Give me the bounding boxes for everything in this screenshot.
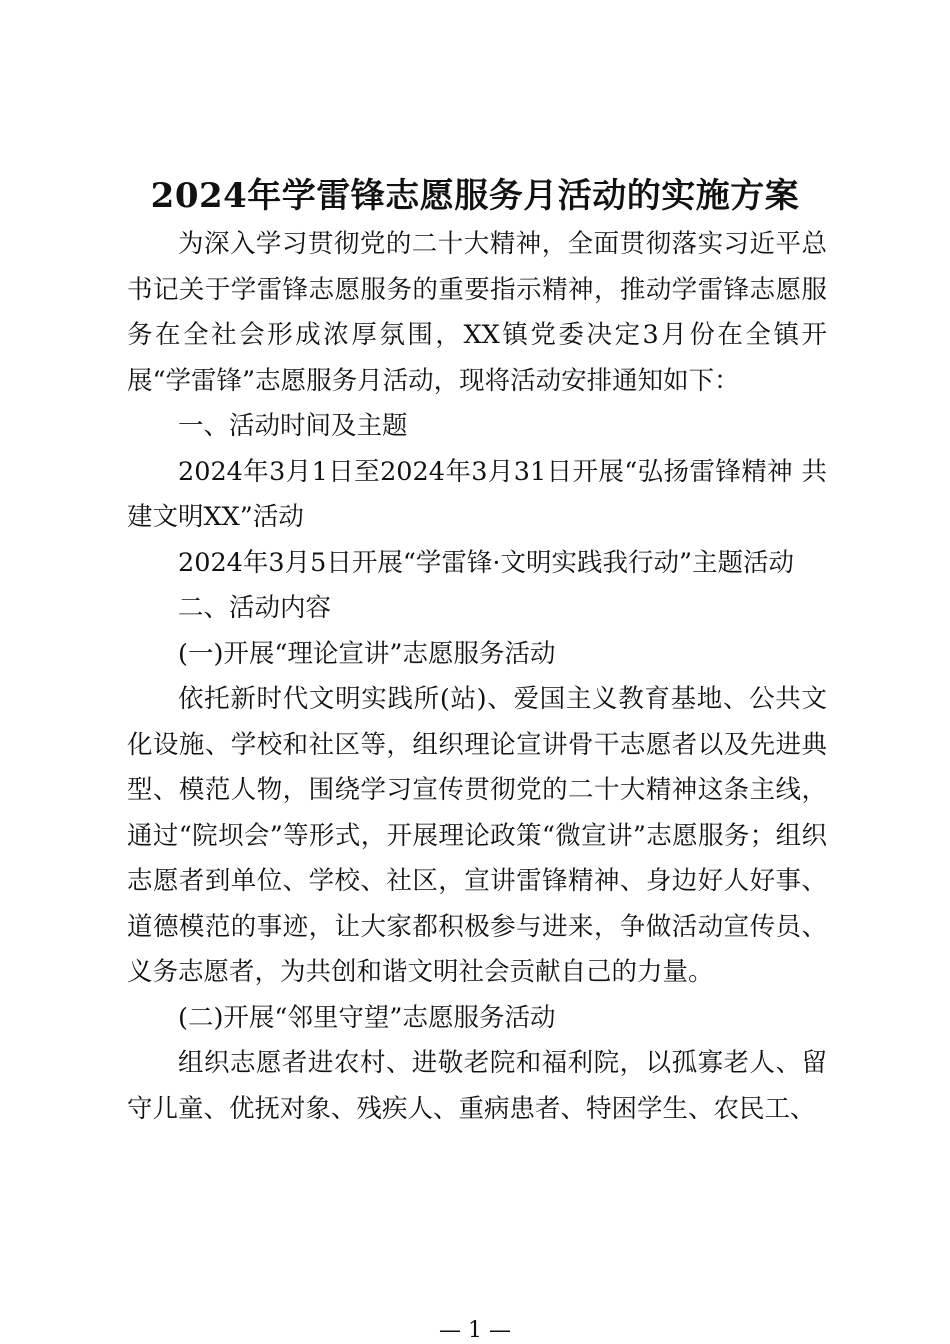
document-body: [127, 222, 827, 1132]
subheading-neighbor-watch: (二)开展“邻里守望”志愿服务活动: [178, 1002, 556, 1033]
paragraph-theme-day: 2024年3月5日开展“学雷锋·文明实践我行动”主题活动: [178, 547, 795, 578]
document-title: 2024年学雷锋志愿服务月活动的实施方案: [150, 176, 800, 216]
page-number: — 1 —: [439, 1318, 511, 1343]
intro-paragraph: 为深入学习贯彻党的二十大精神，全面贯彻落实习近平总书记关于学雷锋志愿服务的重要指示精神，推动学雷锋志愿服务在全社会形成浓厚氛围，XX镇党委决定3月份在全镇开展“学雷锋”志愿服务月活动，现将活动安排通知如下：: [127, 229, 827, 396]
section-heading-time-theme: 一、活动时间及主题: [178, 411, 408, 441]
subheading-theory-lecture: (一)开展“理论宣讲”志愿服务活动: [178, 638, 556, 669]
section-heading-content: 二、活动内容: [178, 593, 332, 623]
paragraph-neighbor-watch: 组织志愿者进农村、进敬老院和福利院，以孤寡老人、留守儿童、优抚对象、残疾人、重病患者、特困学生、农民工、: [127, 1048, 827, 1124]
paragraph-activity-period: 2024年3月1日至2024年3月31日开展“弘扬雷锋精神 共建文明XX”活动: [127, 456, 827, 532]
paragraph-theory-lecture: 依托新时代文明实践所(站)、爱国主义教育基地、公共文化设施、学校和社区等，组织理论宣讲骨干志愿者以及先进典型、模范人物，围绕学习宣传贯彻党的二十大精神这条主线，通过“院坝会”等形式，开展理论政策“微宣讲”志愿服务；组织志愿者到单位、学校、社区，宣讲雷锋精神、身边好人好事、道德模范的事迹，让大家都积极参与进来，争做活动宣传员、义务志愿者，为共创和谐文明社会贡献自己的力量。: [127, 684, 827, 987]
